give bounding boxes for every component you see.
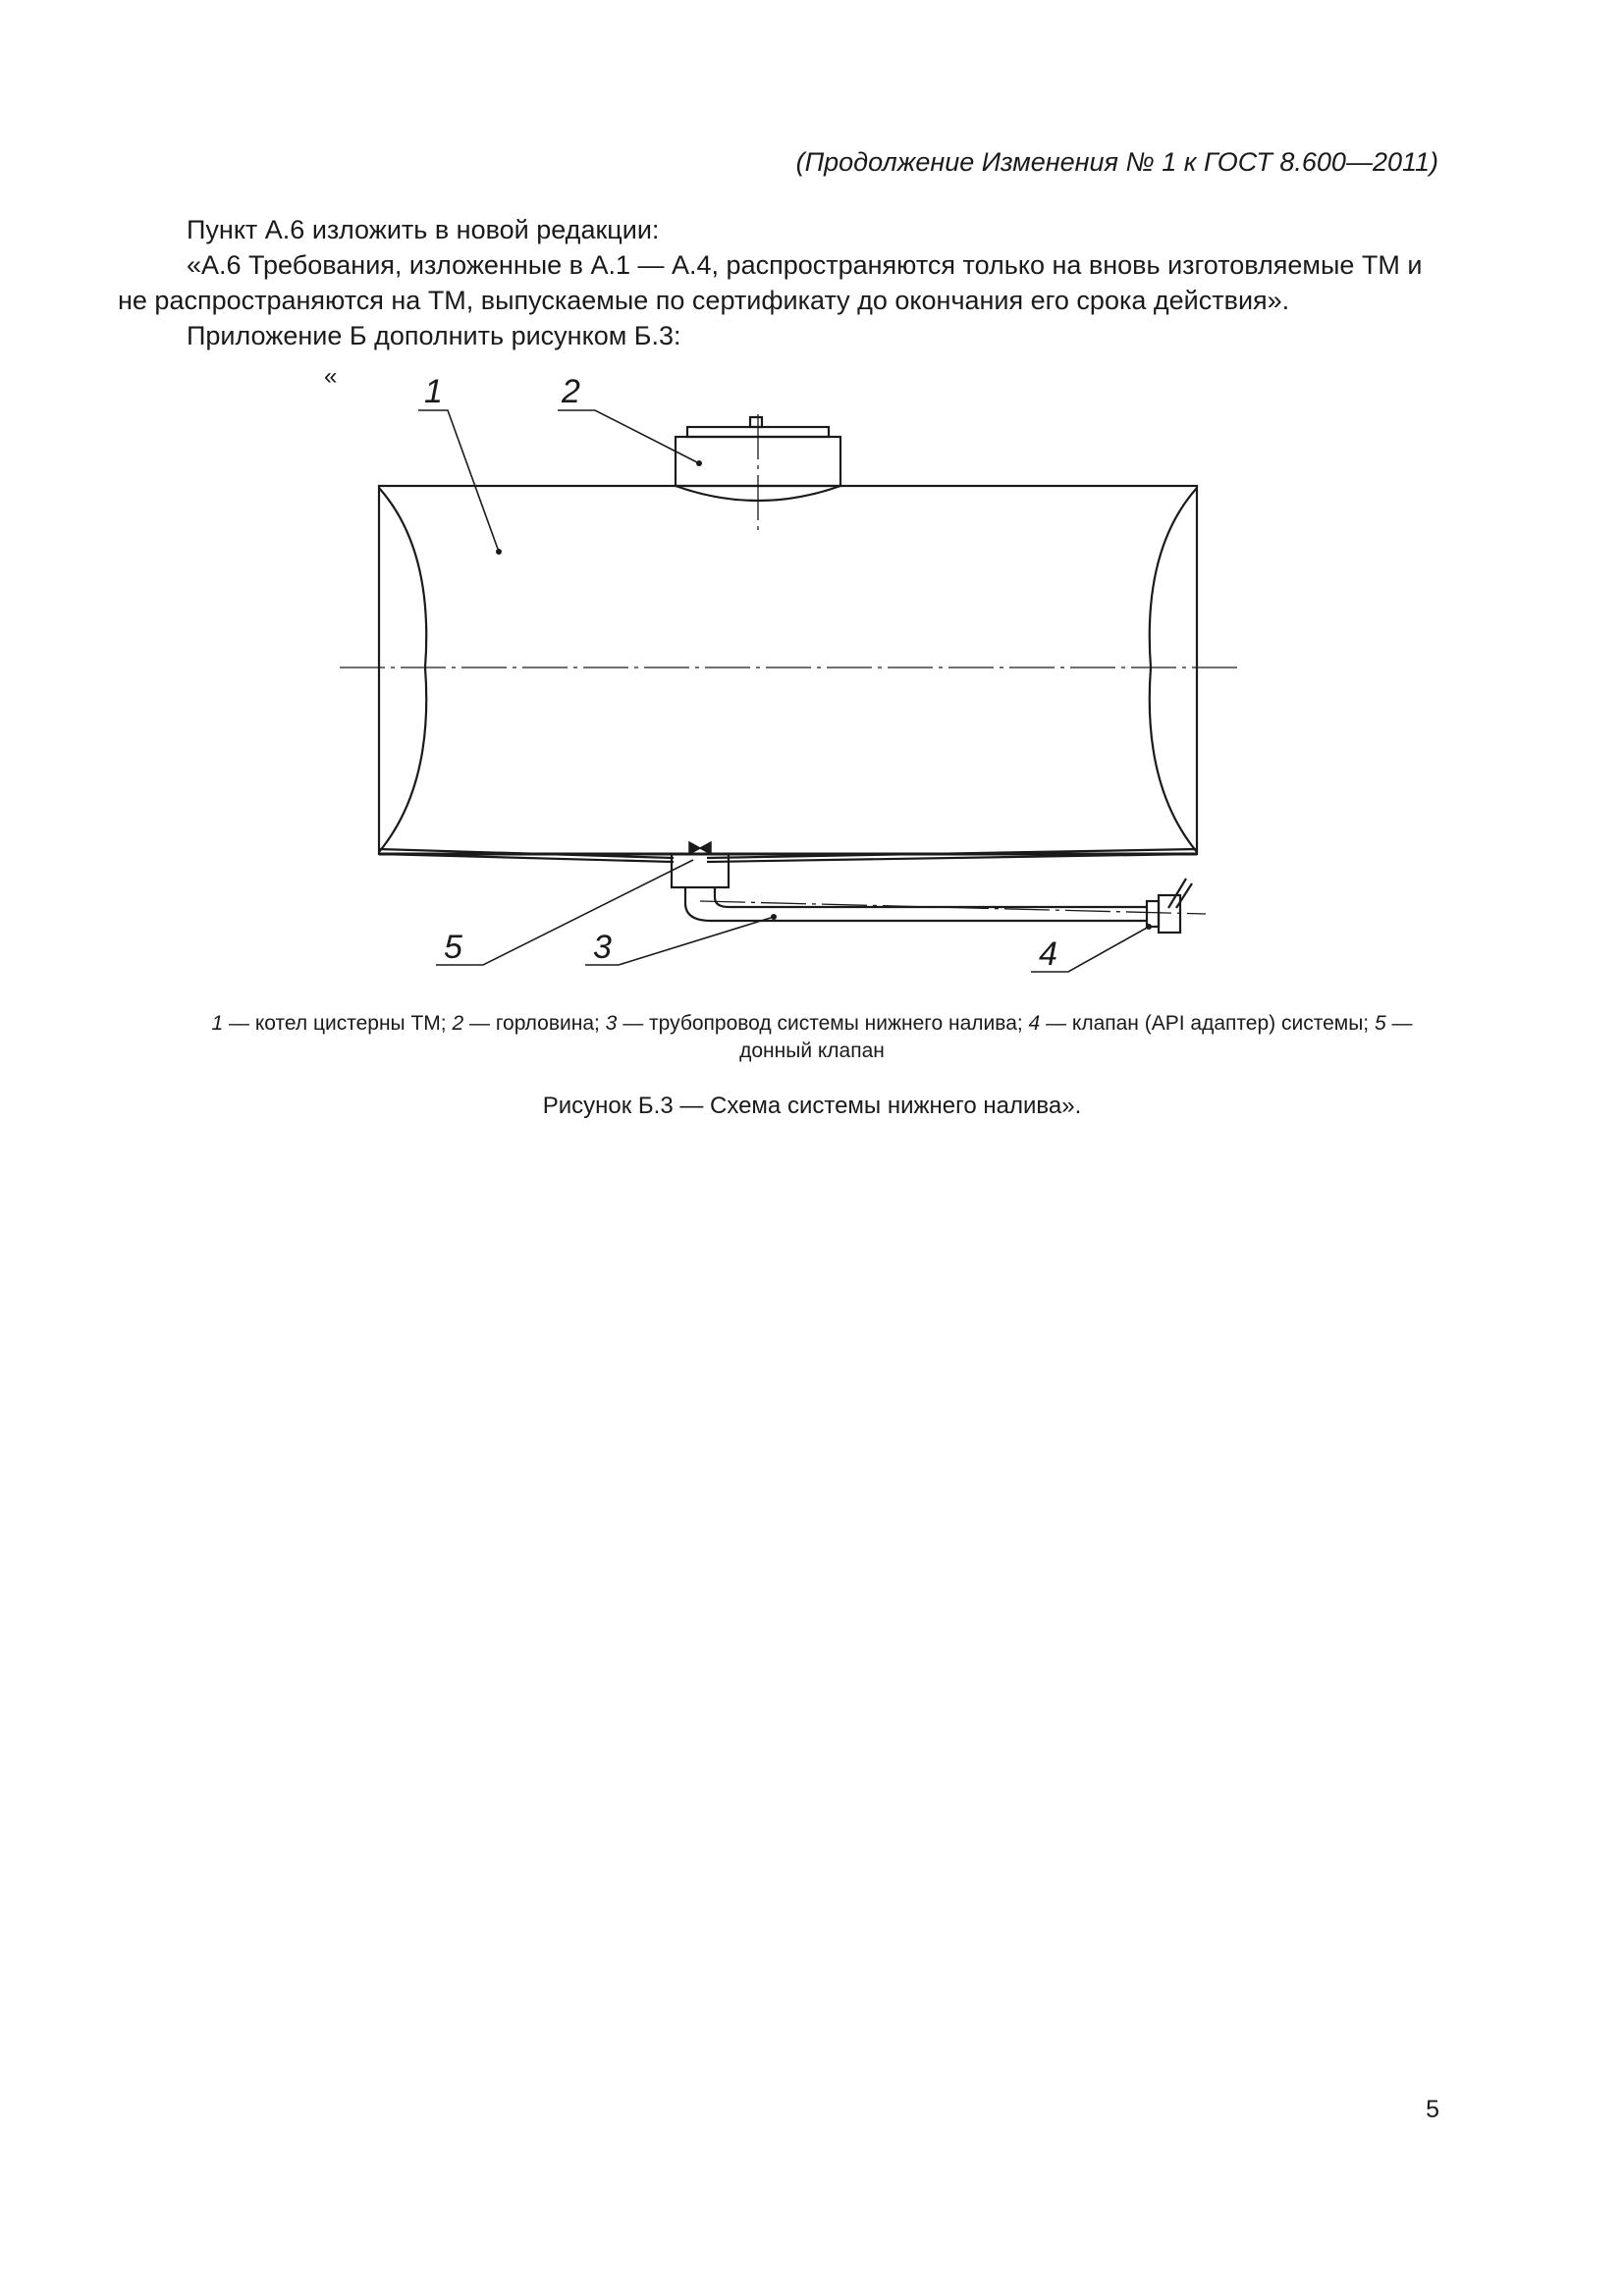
callout-5: 5: [444, 929, 462, 966]
legend-text-2: — горловина;: [463, 1012, 606, 1035]
bottom-valve: [672, 842, 729, 887]
callout-2: 2: [562, 373, 580, 410]
tank-shell: [379, 486, 1197, 854]
legend-text-3: — трубопровод системы нижнего налива;: [617, 1012, 1029, 1035]
legend-number-3: 3: [605, 1012, 618, 1035]
leader-line-1: [418, 410, 499, 552]
figure-legend: [196, 1010, 1428, 1065]
legend-text-1: — котел цистерны ТМ;: [223, 1012, 453, 1035]
tank-right-head: [1150, 488, 1197, 852]
tank-left-head: [379, 488, 426, 852]
legend-text-4: — клапан (API адаптер) системы;: [1040, 1012, 1375, 1035]
figure-caption: Рисунок Б.3 — Схема системы нижнего налива».: [542, 1093, 1082, 1119]
legend-text-5: — донный клапан: [739, 1012, 1413, 1062]
continuation-header: (Продолжение Изменения № 1 к ГОСТ 8.600—2011): [795, 147, 1438, 177]
legend-number-2: 2: [452, 1012, 464, 1035]
api-adapter-valve: [1147, 879, 1192, 933]
figure-opening-quote: «: [324, 363, 338, 390]
leader-line-5: [436, 860, 693, 965]
legend-number-5: 5: [1374, 1012, 1386, 1035]
bottom-loading-diagram: [0, 0, 1624, 982]
callout-1: 1: [424, 373, 443, 410]
callout-4: 4: [1039, 935, 1057, 973]
paragraph-requirement-a6: «А.6 Требования, изложенные в А.1 — А.4, распространяются только на вновь изготовляемые ТМ и не распространяются на ТМ, выпускаемые по сертификату до окончания его срока действия».: [118, 250, 1423, 315]
legend-number-1: 1: [211, 1012, 224, 1035]
leader-line-3: [585, 917, 774, 965]
page-number: 5: [1426, 2096, 1439, 2123]
callout-3: 3: [593, 929, 612, 966]
legend-number-4: 4: [1028, 1012, 1041, 1035]
paragraph-appendix-b: Приложение Б дополнить рисунком Б.3:: [187, 321, 681, 350]
loading-pipeline: [685, 887, 1147, 921]
paragraph-point-a6: Пункт А.6 изложить в новой редакции:: [187, 215, 660, 244]
